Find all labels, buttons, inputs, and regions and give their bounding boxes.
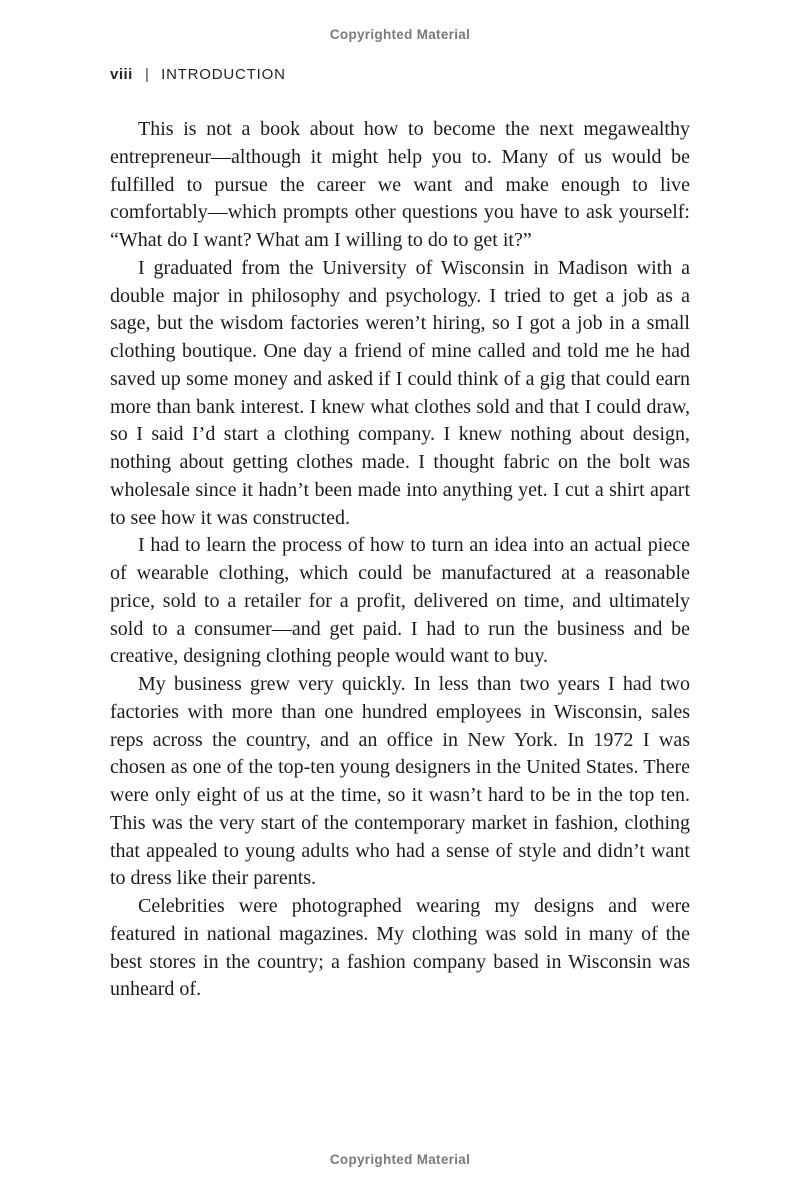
paragraph-2: I graduated from the University of Wisconsin in Madison with a double major in philosophy and psychology. I tried to get a job as a sage, but the wisdom factories weren’t hiring, so I got a job in a small clothing boutique. One day a friend of mine called and told me he had saved up some money and asked if I could think of a gig that could earn more than bank interest. I knew what clothes sold and that I could draw, so I said I’d start a clothing company. I knew nothing about design, nothing about getting clothes made. I thought fabric on the bolt was wholesale since it hadn’t been made into anything yet. I cut a shirt apart to see how it was constructed. — [110, 256, 690, 529]
section-title: INTRODUCTION — [161, 66, 286, 83]
paragraph-4: My business grew very quickly. In less than two years I had two factories with more than one hundred employees in Wisconsin, sales reps across the country, and an office in New York. In 1972 I was chosen as one of the top-ten young designers in the United States. There were only eight of us at the time, so it wasn’t hard to be in the top ten. This was the very start of the contemporary market in fashion, clothing that appealed to young adults who had a sense of style and didn’t want to dress like their parents. — [110, 673, 690, 890]
copyright-notice-bottom: Copyrighted Material — [329, 1152, 471, 1167]
paragraph-1: This is not a book about how to become the next megawealthy entrepreneur—although it might help you to. Many of us would be fulfilled to pursue the career we want and make enough to live comfortably—which prompts other questions you have to ask yourself: “What do I want? What am I willing to do to get it?” — [110, 118, 690, 251]
copyright-notice-top: Copyrighted Material — [329, 27, 471, 42]
page-header — [110, 66, 286, 83]
page-number: viii — [110, 66, 133, 83]
body-text — [110, 116, 690, 1004]
header-separator: | — [145, 66, 149, 83]
paragraph-3: I had to learn the process of how to turn an idea into an actual piece of wearable clothing, which could be manufactured at a reasonable price, sold to a retailer for a profit, delivered on time, and ultimately sold to a consumer—and get paid. I had to run the business and be creative, designing clothing people would want to buy. — [110, 534, 690, 668]
paragraph-5: Celebrities were photographed wearing my designs and were featured in national magazines. My clothing was sold in many of the best stores in the country; a fashion company based in Wisconsin was unheard of. — [110, 895, 690, 1001]
